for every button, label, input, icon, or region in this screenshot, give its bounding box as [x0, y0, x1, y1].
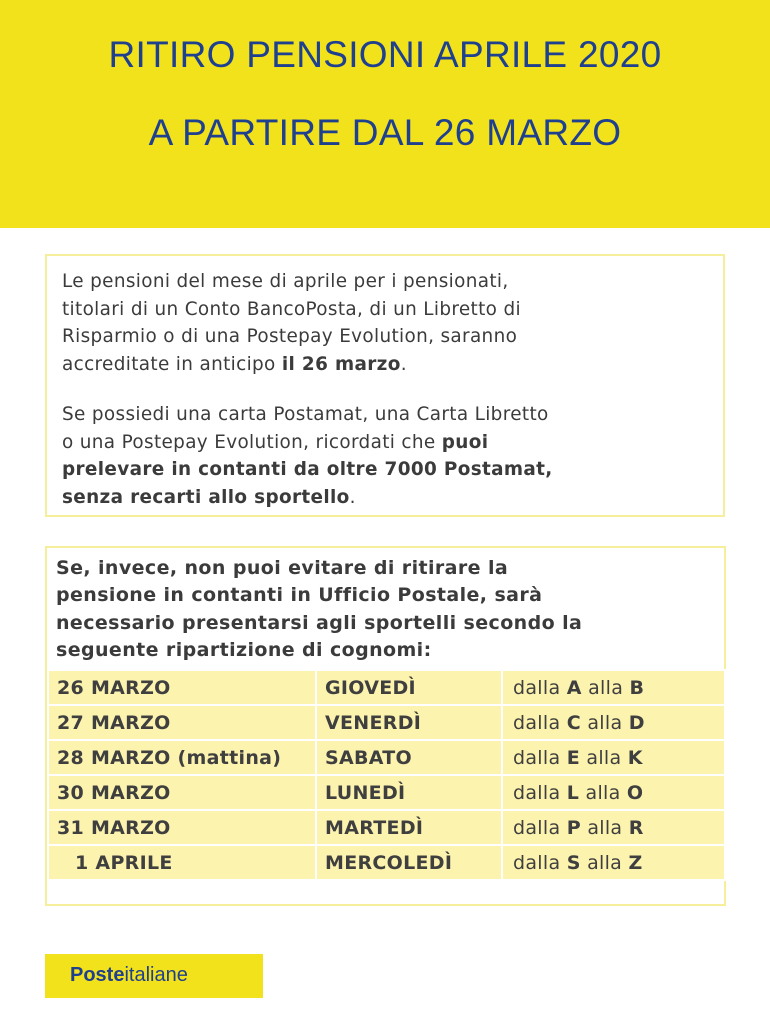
- info-paragraph-accredito: [62, 268, 722, 378]
- text-line: pensione in contanti in Ufficio Postale, sarà: [56, 584, 543, 607]
- schedule-intro: [56, 555, 582, 664]
- text-line: Se possiedi una carta Postamat, una Carta Libretto: [62, 404, 549, 425]
- date-cell: 26 MARZO: [48, 670, 316, 705]
- range-label: dalla: [513, 711, 567, 734]
- bold-segment: senza recarti allo sportello: [62, 486, 350, 508]
- table-row: [48, 740, 725, 775]
- text-line: necessario presentarsi agli sportelli secondo la: [56, 611, 583, 634]
- page-subtitle: A PARTIRE DAL 26 MARZO: [148, 112, 622, 153]
- text-line: Le pensioni del mese di aprile per i pensionati,: [62, 271, 509, 292]
- text-segment: .: [349, 486, 356, 508]
- text-line: Se, invece, non puoi evitare di ritirare la: [56, 557, 509, 579]
- header-banner: [0, 0, 770, 228]
- range-start-letter: C: [566, 711, 581, 734]
- table-row: [48, 810, 725, 845]
- table-row: [48, 775, 725, 810]
- info-paragraph-postamat: [62, 401, 722, 511]
- range-start-letter: L: [566, 781, 580, 804]
- range-label: alla: [580, 746, 628, 769]
- schedule-table: [47, 669, 726, 881]
- text-segment: accreditate in anticipo: [62, 353, 282, 375]
- text-line: Risparmio o di una Postepay Evolution, saranno: [62, 326, 518, 347]
- range-label: alla: [581, 676, 630, 699]
- range-end-letter: D: [628, 711, 645, 734]
- text-line: [62, 484, 722, 512]
- table-row: [48, 845, 725, 880]
- day-cell: LUNEDÌ: [316, 775, 502, 810]
- surname-range-cell: [502, 740, 725, 775]
- text-line: [62, 429, 722, 457]
- logo-regular-part: italiane: [124, 964, 188, 986]
- range-label: alla: [580, 816, 629, 839]
- day-cell: GIOVEDÌ: [316, 670, 502, 705]
- surname-range-cell: [502, 670, 725, 705]
- date-highlight: il 26 marzo: [281, 353, 401, 375]
- text-line: [62, 456, 722, 484]
- surname-range-cell: [502, 845, 725, 880]
- text-line: titolari di un Conto BancoPosta, di un Libretto di: [62, 298, 521, 320]
- table-row: [48, 670, 725, 705]
- text-segment: o una Postepay Evolution, ricordati che: [62, 431, 442, 453]
- surname-range-cell: [502, 775, 725, 810]
- page-title: RITIRO PENSIONI APRILE 2020: [108, 34, 662, 75]
- range-label: alla: [580, 851, 629, 874]
- day-cell: MARTEDÌ: [316, 810, 502, 845]
- surname-range-cell: [502, 705, 725, 740]
- date-cell: 1 APRILE: [48, 845, 316, 880]
- range-end-letter: K: [627, 746, 643, 769]
- day-cell: MERCOLEDÌ: [316, 845, 502, 880]
- range-label: dalla: [513, 851, 567, 874]
- info-box: [45, 254, 725, 517]
- range-end-letter: R: [628, 816, 644, 839]
- logo-wordmark: [70, 964, 188, 987]
- text-line: [62, 351, 722, 379]
- range-end-letter: Z: [628, 851, 643, 874]
- day-cell: SABATO: [316, 740, 502, 775]
- date-cell: 28 MARZO (mattina): [48, 740, 316, 775]
- range-start-letter: A: [566, 676, 582, 699]
- range-end-letter: B: [629, 676, 645, 699]
- text-line: seguente ripartizione di cognomi:: [56, 638, 432, 661]
- range-start-letter: P: [566, 816, 581, 839]
- poste-italiane-logo: [45, 954, 263, 998]
- range-label: dalla: [513, 676, 567, 699]
- date-cell: 31 MARZO: [48, 810, 316, 845]
- day-cell: VENERDÌ: [316, 705, 502, 740]
- bold-segment: puoi: [441, 431, 489, 453]
- bold-segment: prelevare in contanti da oltre 7000 Postamat,: [62, 459, 553, 480]
- text-segment: .: [400, 353, 407, 375]
- table-row: [48, 705, 725, 740]
- range-label: dalla: [513, 781, 567, 804]
- range-start-letter: E: [566, 746, 581, 769]
- range-end-letter: O: [626, 781, 644, 804]
- range-start-letter: S: [566, 851, 581, 874]
- range-label: dalla: [513, 746, 567, 769]
- range-label: alla: [579, 781, 627, 804]
- range-label: alla: [581, 711, 629, 734]
- schedule-box: [45, 546, 726, 906]
- range-label: dalla: [513, 816, 567, 839]
- logo-bold-part: Poste: [70, 964, 125, 986]
- surname-range-cell: [502, 810, 725, 845]
- date-cell: 27 MARZO: [48, 705, 316, 740]
- date-cell: 30 MARZO: [48, 775, 316, 810]
